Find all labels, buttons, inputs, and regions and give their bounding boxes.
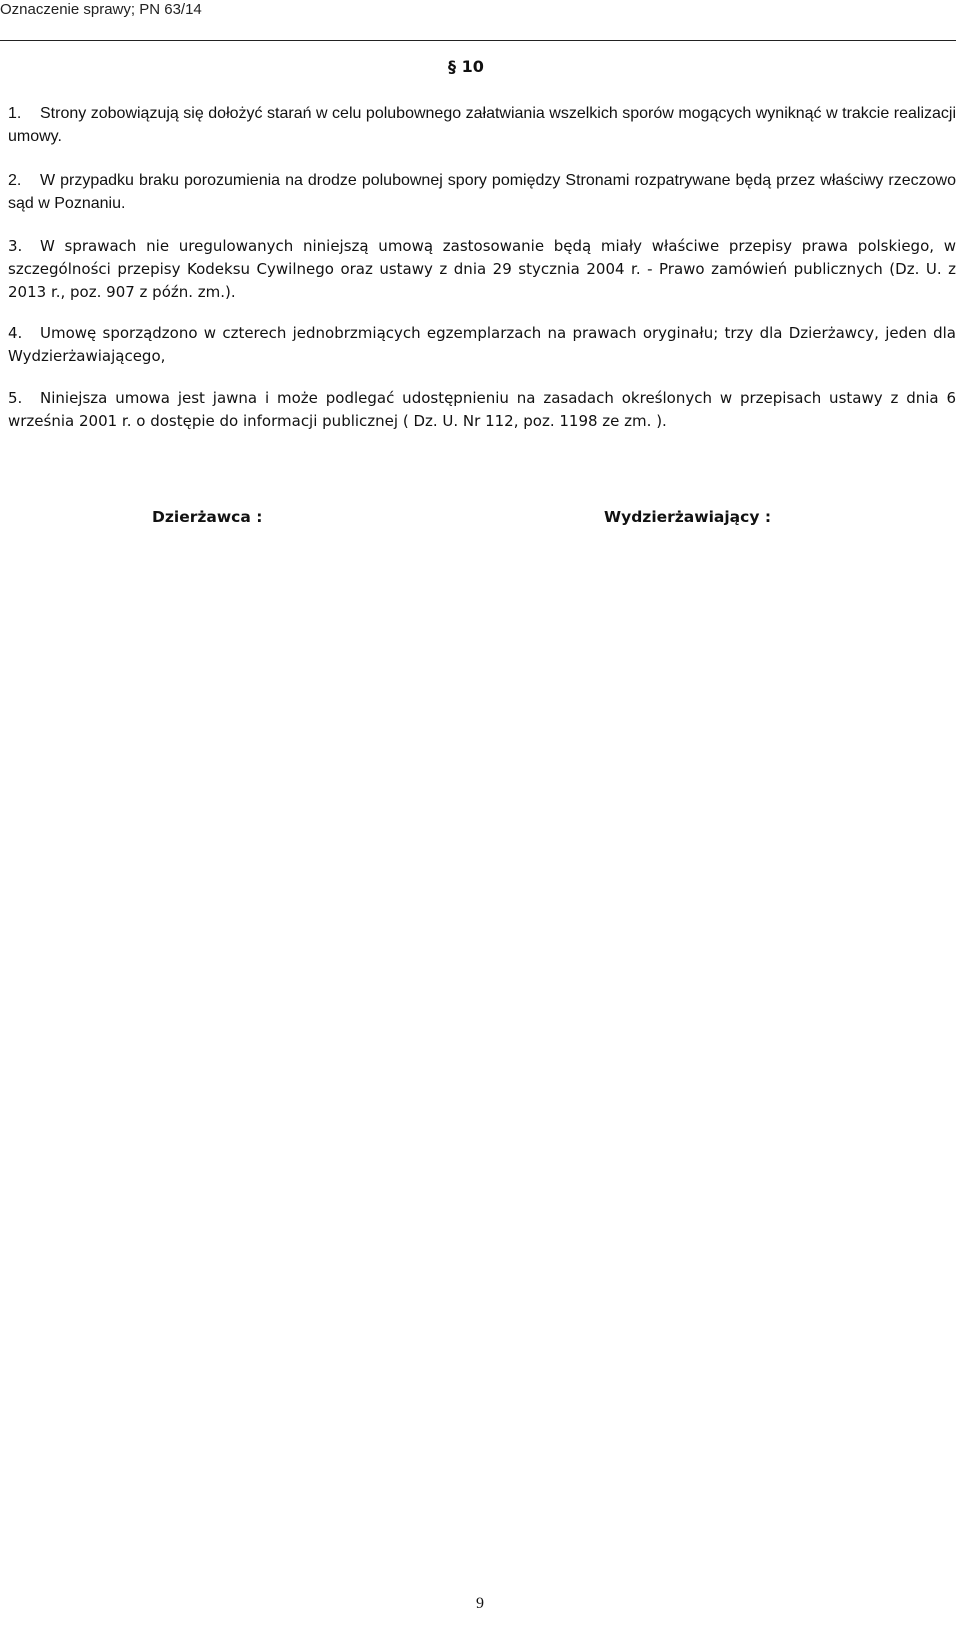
clause-text: W sprawach nie uregulowanych niniejszą umową zastosowanie będą miały właściwe przepisy prawa polskiego, w szczególności przepisy Kodeksu Cywilnego oraz ustawy z dnia 29 stycznia 2004 r. - Prawo zamówień publicznych (Dz. U. z 2013 r., poz. 907 z późn. zm.). [8, 237, 956, 301]
page-header [0, 0, 956, 41]
clause-number: 1. [8, 105, 22, 122]
clause-4 [8, 322, 956, 368]
page-number: 9 [476, 1595, 484, 1612]
clause-body [8, 322, 956, 368]
tenant-signature-label: Dzierżawca : [152, 508, 263, 526]
clause-body [8, 387, 956, 433]
lessor-signature-label: Wydzierżawiający : [604, 508, 772, 526]
clause-number: 4. [8, 324, 23, 342]
clause-text: Umowę sporządzono w czterech jednobrzmiących egzemplarzach na prawach oryginału; trzy dla Dzierżawcy, jeden dla Wydzierżawiającego, [8, 324, 956, 365]
clause-body [8, 235, 956, 304]
clause-2 [8, 169, 956, 215]
clause-5 [8, 387, 956, 433]
clause-text: Niniejsza umowa jest jawna i może podlegać udostępnieniu na zasadach określonych w przepisach ustawy z dnia 6 września 2001 r. o dostępie do informacji publicznej ( Dz. U. Nr 112, poz. 1198 ze zm. ). [8, 389, 956, 430]
clause-number: 3. [8, 237, 23, 255]
clause-1 [8, 102, 956, 148]
clause-number: 2. [8, 172, 22, 189]
clause-text: Strony zobowiązują się dołożyć starań w celu polubownego załatwiania wszelkich sporów mogących wyniknąć w trakcie realizacji umowy. [8, 105, 956, 145]
section-title: § 10 [448, 57, 484, 76]
clause-3 [8, 235, 956, 304]
clause-text: W przypadku braku porozumienia na drodze polubownej spory pomiędzy Stronami rozpatrywane będą przez właściwy rzeczowo sąd w Poznaniu. [8, 172, 956, 212]
clause-body [8, 169, 956, 215]
clause-body [8, 102, 956, 148]
case-reference: Oznaczenie sprawy; PN 63/14 [0, 1, 202, 18]
clause-number: 5. [8, 389, 23, 407]
